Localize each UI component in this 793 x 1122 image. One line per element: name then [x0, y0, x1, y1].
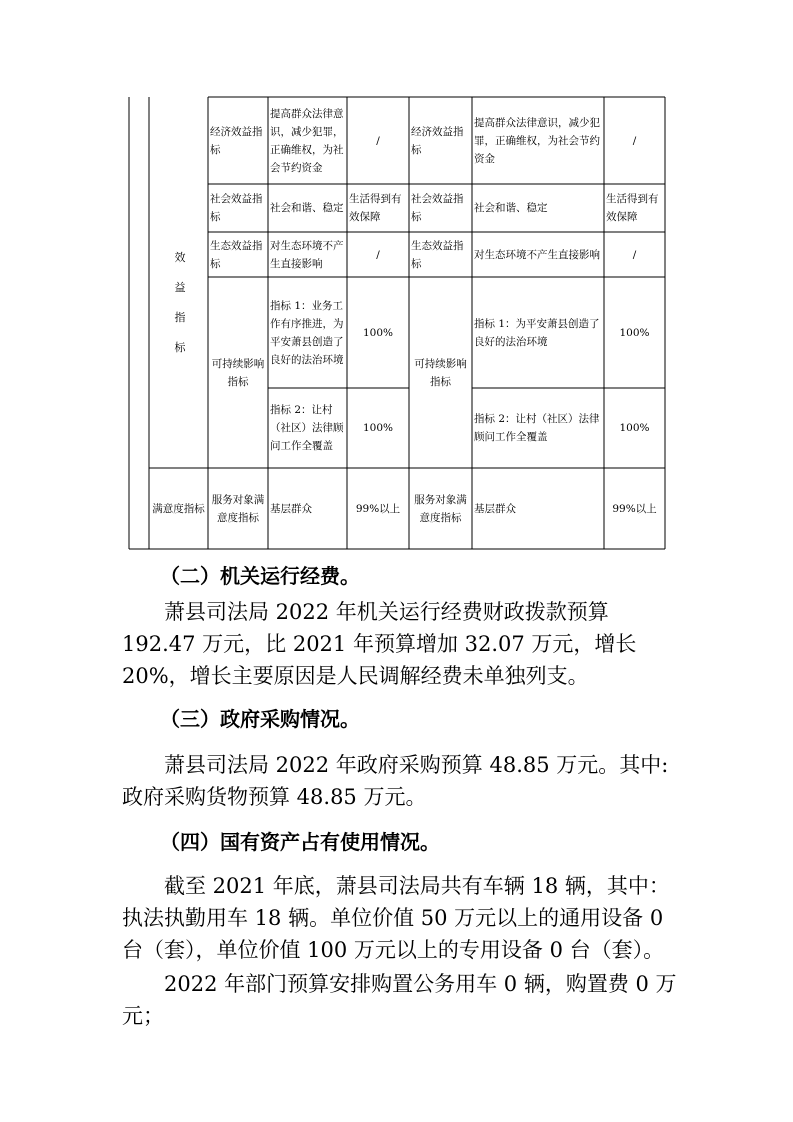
- row-economic-value: /: [376, 134, 380, 147]
- section-4-paragraph-2: 2022 年部门预算安排购置公务用车 0 辆，购置费 0 万元；: [122, 972, 677, 1028]
- row-eco-value-2: /: [632, 248, 637, 261]
- row-social-name: 社会效益指标: [210, 193, 263, 223]
- row-economic-content-2: 提高群众法律意识，减少犯罪，正确维权，为社会节约资金: [474, 116, 600, 165]
- row-satisfaction-content-2: 基层群众: [474, 502, 516, 515]
- section-2-heading: （二）机关运行经费。: [160, 564, 360, 588]
- row-satisfaction-name-2: 服务对象满意度指标: [414, 493, 467, 524]
- row-eco-content: 对生态环境不产生直接影响: [270, 239, 344, 270]
- row-social-name-2: 社会效益指标: [411, 193, 464, 223]
- performance-table: [0, 0, 793, 560]
- row-eco-content-2: 对生态环境不产生直接影响: [474, 248, 600, 261]
- row-economic-value-2: /: [632, 134, 637, 147]
- section-3-heading: （三）政府采购情况。: [160, 707, 360, 731]
- row-eco-value: /: [376, 248, 380, 261]
- row-sustain-name-2: 可持续影响指标: [414, 357, 467, 388]
- row-satisfaction-content: 基层群众: [270, 502, 312, 515]
- row-sustain-item1-value: 100%: [362, 326, 394, 339]
- row-satisfaction-value: 99%以上: [355, 502, 401, 515]
- row-sustain-item2-content: 指标 2：让村（社区）法律顾问工作全覆盖: [270, 404, 344, 452]
- row-satisfaction-value-2: 99%以上: [612, 502, 657, 515]
- row-satisfaction-category: 满意度指标: [152, 502, 205, 515]
- section-4-heading: （四）国有资产占有使用情况。: [160, 830, 440, 854]
- row-sustain-item2-content-2: 指标 2：让村（社区）法律顾问工作全覆盖: [474, 413, 600, 443]
- section-4-paragraph-1: 截至 2021 年底，萧县司法局共有车辆 18 辆，其中：执法执勤用车 18 辆。单位价值 50 万元以上的通用设备 0 台（套），单位价值 100 万元以上的专用设备 0 台（套）。: [122, 874, 670, 962]
- row-sustain-item1-value-2: 100%: [619, 326, 650, 339]
- row-sustain-item1-content-2: 指标 1：为平安萧县创造了良好的法治环境: [474, 317, 600, 348]
- row-sustain-item2-value-2: 100%: [619, 422, 650, 434]
- row-social-content: 社会和谐、稳定: [270, 202, 344, 214]
- section-2-paragraph: 萧县司法局 2022 年机关运行经费财政拨款预算 192.47 万元，比 2021 年预算增加 32.07 万元，增长 20%，增长主要原因是人民调解经费未单独列支。: [122, 600, 637, 688]
- row-economic-content: 提高群众法律意识，减少犯罪，正确维权，为社会节约资金: [270, 107, 344, 174]
- row-eco-name: 生态效益指标: [210, 239, 263, 270]
- section-3-paragraph: 萧县司法局 2022 年政府采购预算 48.85 万元。其中:政府采购货物预算 48.85 万元。: [122, 753, 669, 809]
- category-label-benefit: 效益指标: [174, 251, 186, 354]
- row-eco-name-2: 生态效益指标: [411, 239, 464, 270]
- row-economic-name-2: 经济效益指标: [411, 125, 464, 156]
- row-social-value: 生活得到有效保障: [349, 193, 402, 223]
- row-social-value-2: 生活得到有效保障: [606, 193, 659, 223]
- row-sustain-item2-value: 100%: [362, 422, 394, 434]
- row-sustain-item1-content: 指标 1：业务工作有序推进，为平安萧县创造了良好的法治环境: [270, 299, 344, 366]
- row-satisfaction-name: 服务对象满意度指标: [211, 493, 265, 524]
- row-sustain-name: 可持续影响指标: [211, 357, 265, 388]
- row-economic-name: 经济效益指标: [210, 125, 263, 156]
- row-social-content-2: 社会和谐、稳定: [474, 202, 548, 214]
